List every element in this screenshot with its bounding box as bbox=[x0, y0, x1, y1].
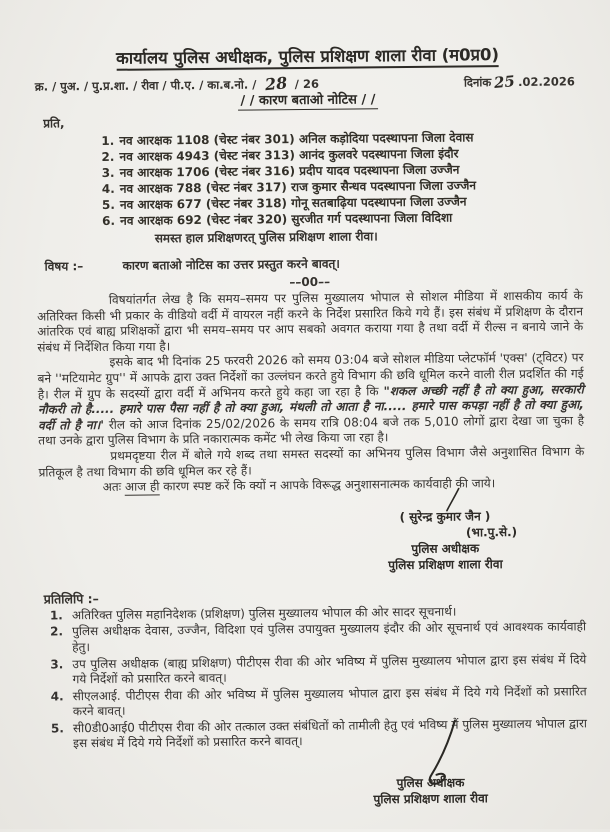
signatory-service: (भा.पु.से.) bbox=[465, 524, 518, 540]
copies-list bbox=[50, 603, 587, 752]
to-label: प्रति, bbox=[43, 116, 65, 131]
subject-text: कारण बताओ नोटिस का उत्तर प्रस्तुत करने बावत्। bbox=[122, 256, 340, 273]
subject-line bbox=[44, 252, 582, 274]
copy-row: 1. अतिरिक्त पुलिस महानिदेशक (प्रशिक्षण) पुलिस मुख्यालय भोपाल की ओर सादर सूचनार्थ। bbox=[49, 604, 457, 623]
notice-heading: / / कारण बताओ नोटिस / / bbox=[35, 87, 581, 110]
body-paragraph-1: विषयांतर्गत लेख है कि समय–समय पर पुलिस मुख्यालय भोपाल से सोशल मीडिया में शासकीय कार्य के अतिरिक्त किसी भी प्रकार के वीडियो वर्दी में वायरल नहीं करने के निर्देश प्रसारित किये गये हैं। इस संबंध में प्रशिक्षण के दौरान आंतरिक एवं बाह्य प्रशिक्षकों द्वारा भी समय–समय पर आप सबको अवगत कराया गया है तथा वर्दी में रील्स न बनाये जाने के संबंध में निर्देशित किया गया है। bbox=[36, 288, 584, 355]
copy-row: 4. सीएलआई. पीटीएस रीवा की ओर भविष्य में पुलिस मुख्यालय भोपाल द्वारा इस संबंध में दिये गये निर्देशों को प्रसारित करने बावत्। bbox=[50, 683, 587, 719]
conclusion-line: अतः आज ही कारण स्पष्ट करें कि क्यों न आपके विरूद्ध अनुशासनात्मक कार्यवाही की जाये। bbox=[102, 476, 496, 495]
office-title: कार्यालय पुलिस अधीक्षक, पुलिस प्रशिक्षण शाला रीवा (म0प्र0) bbox=[34, 41, 580, 69]
body-paragraph-2 bbox=[37, 351, 584, 450]
copies-label: प्रतिलिपि :– bbox=[43, 590, 99, 607]
copy-row: 3. उप पुलिस अधीक्षक (बाह्य प्रशिक्षण) पीटीएस रीवा की ओर भविष्य में पुलिस मुख्यालय भोपाल द्वारा इस संबंध में दिये गये निर्देशों को प्रसारित करने बावत्। bbox=[50, 651, 587, 687]
signatory-block bbox=[345, 507, 546, 573]
recipient-row: 1. नव आरक्षक 1108 (चेस्ट नंबर 301) अनिल कड़ोदिया पदस्थापना जिला देवास bbox=[101, 130, 474, 148]
recipient-row: 5. नव आरक्षक 677 (चेस्ट नंबर 318) गोनू सतबाढ़िया पदस्थापना जिला उज्जैन bbox=[101, 194, 467, 212]
signatory-name: ( सुरेन्द्र कुमार जैन ) bbox=[399, 508, 491, 524]
paragraph-2-text: इसके बाद भी दिनांक 25 फरवरी 2026 को समय 03:04 बजे सोशल मीडिया प्लेटफॉर्म 'एक्स' (ट्विटर) पर बने ''मटियामेट ग्रुप'' में आपके द्वारा उक्त निर्देशों का उल्लंघन करते हुये विभाग की छवि धूमिल करने वाली रील प्रदर्शित की गई है। रील में ग्रुप के सदस्यों द्वारा वर्दी में अभिनय करते हुये कहा जा रहा है कि bbox=[37, 350, 584, 402]
recipient-row: 2. नव आरक्षक 4943 (चेस्ट नंबर 313) आनंद कुलवरे पदस्थापना जिला इंदौर bbox=[101, 146, 459, 164]
recipient-row: 4. नव आरक्षक 788 (चेस्ट नंबर 317) राज कुमार सैन्धव पदस्थापना जिला उज्जैन bbox=[101, 178, 477, 196]
separator: ––00–– bbox=[289, 274, 331, 290]
reference-number: क्र. / पुअ. / पु.प्र.शा. / रीवा / पी.ए. / का.ब.नो. / 28 / 26 bbox=[34, 73, 320, 95]
footer-signatory-office: पुलिस प्रशिक्षण शाला रीवा bbox=[373, 791, 488, 807]
signatory-office: पुलिस प्रशिक्षण शाला रीवा bbox=[388, 556, 503, 572]
pen-slash-mark bbox=[443, 486, 463, 512]
letter-date: दिनांक 25 .02.2026 bbox=[463, 72, 575, 93]
copy-row: 2. पुलिस अधीक्षक देवास, उज्जैन, विदिशा एवं पुलिस उपायुक्त मुख्यालय इंदौर की ओर सूचनार्थ एवं आवश्यक कार्यवाही हेतु। bbox=[50, 619, 587, 655]
subject-label: विषय :– bbox=[44, 259, 84, 274]
recipient-row: 6. नव आरक्षक 692 (चेस्ट नंबर 320) सुरजीत गर्ग पदस्थापना जिला विदिशा bbox=[102, 210, 453, 228]
handwritten-date-day: 25 bbox=[493, 72, 516, 93]
handwritten-ref-number: 28 bbox=[263, 73, 288, 95]
copy-row: 5. सी0डी0आई0 पीटीएस रीवा की ओर तत्काल उक्त संबंधितों को तामीली हेतु एवं भविष्य में पुलिस मुख्यालय भोपाल द्वारा इस संबंध में दिये गये निर्देशों को प्रसारित करने बावत्। bbox=[50, 716, 588, 751]
body-paragraph-3: प्रथमदृष्टया रील में बोले गये शब्द तथा समस्त सदस्यों का अभिनय पुलिस विभाग जैसे अनुशासित विभाग के प्रतिकूल है तथा विभाग की छवि धूमिल कर रहे हैं। bbox=[38, 444, 585, 480]
reel-quote: "शकल अच्छी नहीं है तो क्या हुआ, सरकारी नौकरी तो है..... हमारे पास पैसा नहीं है तो क्या हुआ, मंथली तो आता है ना..... हमारे पास कपड़ा नहीं है तो क्या हुआ, वर्दी तो है ना।' bbox=[37, 381, 584, 433]
recipients-list bbox=[101, 128, 582, 229]
paragraph-2-continuation: रील को आज दिनांक 25/02/2026 के समय रात्रि 08:04 बजे तक 5,010 लोगों द्वारा देखा जा चुका है तथा उनके द्वारा पुलिस विभाग के प्रति नकारात्मक कमेंट भी लेख किया जा रहा है। bbox=[38, 413, 585, 448]
footer-signatory-designation: पुलिस अधीक्षक bbox=[396, 775, 465, 791]
recipient-row: 3. नव आरक्षक 1706 (चेस्ट नंबर 316) प्रदीप यादव पदस्थापना जिला उज्जैन bbox=[101, 162, 460, 180]
recipients-footer: समस्त हाल प्रशिक्षणरत् पुलिस प्रशिक्षण शाला रीवा। bbox=[154, 229, 378, 246]
signatory-designation: पुलिस अधीक्षक bbox=[411, 541, 480, 556]
footer-signatory-block bbox=[325, 774, 535, 808]
underlined-phrase: आज ही bbox=[124, 479, 160, 494]
signature-scribble bbox=[403, 718, 474, 799]
